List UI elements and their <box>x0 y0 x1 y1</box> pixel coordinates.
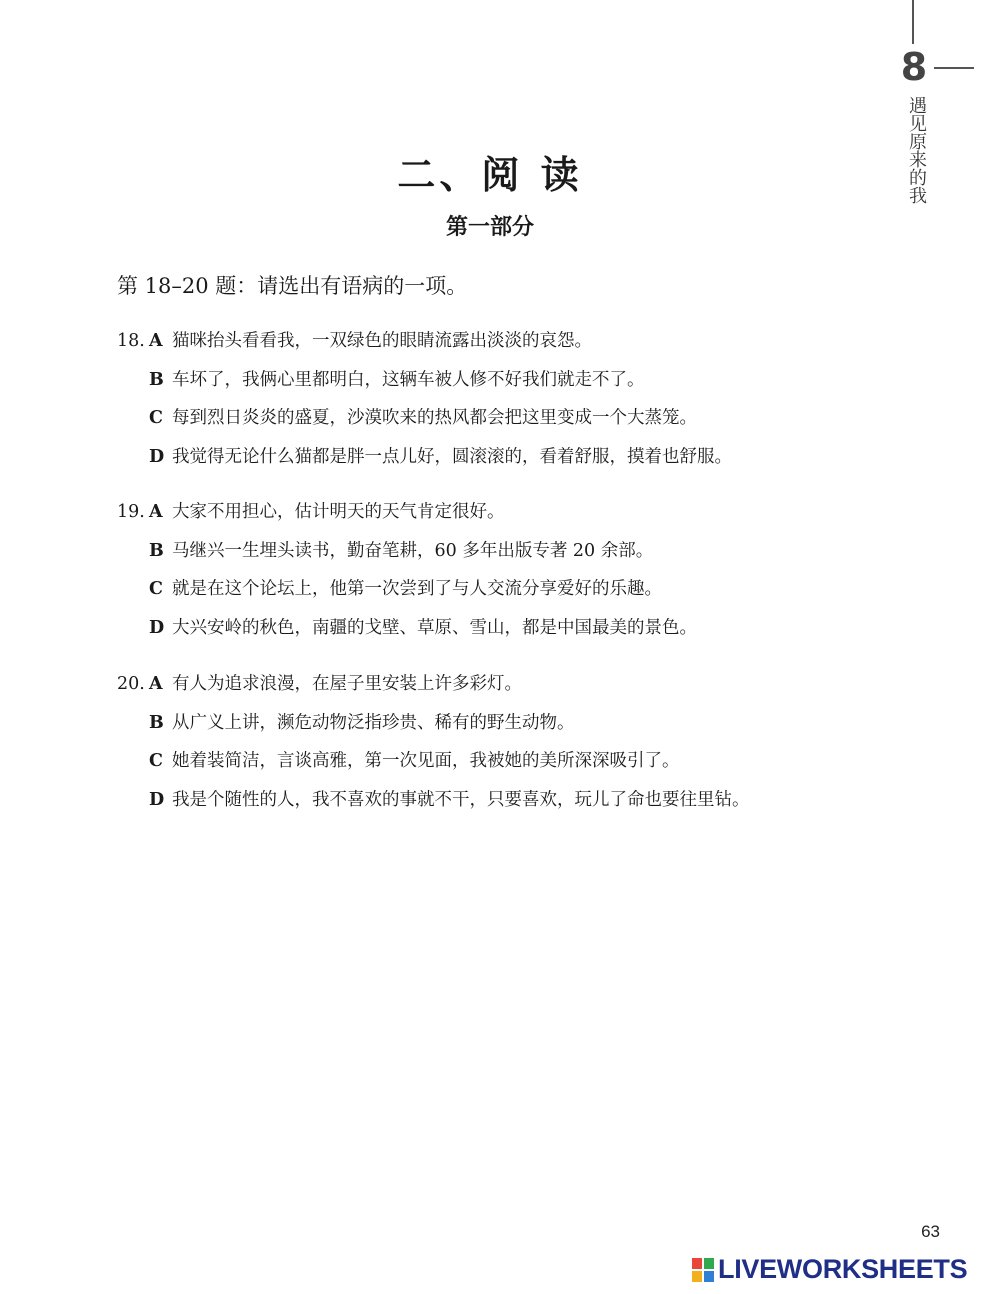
option-text: 车坏了，我俩心里都明白，这辆车被人修不好我们就走不了。 <box>172 369 645 390</box>
option-letter: B <box>149 712 164 733</box>
option-text: 大家不用担心，估计明天的天气肯定很好。 <box>172 502 505 522</box>
option-letter: A <box>149 502 163 522</box>
logo-block <box>692 1271 702 1282</box>
option-text: 每到烈日炎炎的盛夏，沙漠吹来的热风都会把这里变成一个大蒸笼。 <box>172 408 697 428</box>
option-text: 我是个随性的人，我不喜欢的事就不干，只要喜欢，玩儿了命也要往里钻。 <box>172 789 750 810</box>
logo-block <box>692 1258 702 1269</box>
option-letter: B <box>149 369 164 390</box>
logo-text: LIVEWORKSHEETS <box>718 1254 968 1284</box>
question-19-option-a[interactable] <box>117 497 937 536</box>
question-20-option-d[interactable] <box>117 785 937 824</box>
question-number: 18. <box>117 331 145 351</box>
option-letter: C <box>149 408 163 428</box>
logo-block <box>704 1271 714 1282</box>
part-title: 第一部分 <box>445 214 534 240</box>
question-18-option-a[interactable] <box>117 326 937 365</box>
question-18-option-d[interactable] <box>117 442 937 481</box>
question-20-option-b[interactable] <box>117 708 937 747</box>
question-19-option-c[interactable] <box>117 574 937 613</box>
logo-block <box>704 1258 714 1269</box>
option-text: 从广义上讲，濒危动物泛指珍贵、稀有的野生动物。 <box>172 712 575 733</box>
chapter-divider-line-right <box>934 67 974 69</box>
chapter-divider-line <box>912 0 914 44</box>
option-text: 我觉得无论什么猫都是胖一点儿好，圆滚滚的，看着舒服，摸着也舒服。 <box>172 446 732 467</box>
option-letter: C <box>149 751 163 771</box>
question-19-option-d[interactable] <box>117 613 937 652</box>
question-number: 20. <box>117 674 145 694</box>
liveworksheets-logo <box>692 1252 992 1286</box>
option-text: 马继兴一生埋头读书，勤奋笔耕，60 多年出版专著 20 余部。 <box>172 540 654 561</box>
chapter-title: 遇见原来的我 <box>906 96 927 204</box>
question-18-option-c[interactable] <box>117 403 937 442</box>
option-letter: D <box>149 446 165 467</box>
question-19-option-b[interactable] <box>117 536 937 575</box>
option-text: 大兴安岭的秋色，南疆的戈壁、草原、雪山，都是中国最美的景色。 <box>172 617 697 638</box>
option-letter: B <box>149 540 164 561</box>
logo-blocks-icon <box>692 1258 714 1282</box>
question-20 <box>117 669 937 823</box>
chapter-number: 8 <box>900 45 928 89</box>
option-text: 猫咪抬头看看我，一双绿色的眼睛流露出淡淡的哀怨。 <box>172 331 592 351</box>
option-letter: C <box>149 579 163 599</box>
option-letter: A <box>149 674 163 694</box>
option-letter: D <box>149 789 165 810</box>
instruction-text: 第 18–20 题：请选出有语病的一项。 <box>117 274 468 298</box>
question-number: 19. <box>117 502 145 522</box>
section-title: 二、阅 读 <box>397 152 583 197</box>
question-19 <box>117 497 937 651</box>
question-18-option-b[interactable] <box>117 365 937 404</box>
option-letter: A <box>149 331 163 351</box>
option-text: 有人为追求浪漫，在屋子里安装上许多彩灯。 <box>172 674 522 694</box>
question-18 <box>117 326 937 480</box>
question-20-option-a[interactable] <box>117 669 937 708</box>
chapter-tab <box>0 0 1000 240</box>
option-text: 就是在这个论坛上，他第一次尝到了与人交流分享爱好的乐趣。 <box>172 579 662 599</box>
page-number: 63 <box>921 1222 940 1241</box>
option-letter: D <box>149 617 165 638</box>
option-text: 她着装简洁，言谈高雅，第一次见面，我被她的美所深深吸引了。 <box>172 751 680 771</box>
question-20-option-c[interactable] <box>117 746 937 785</box>
